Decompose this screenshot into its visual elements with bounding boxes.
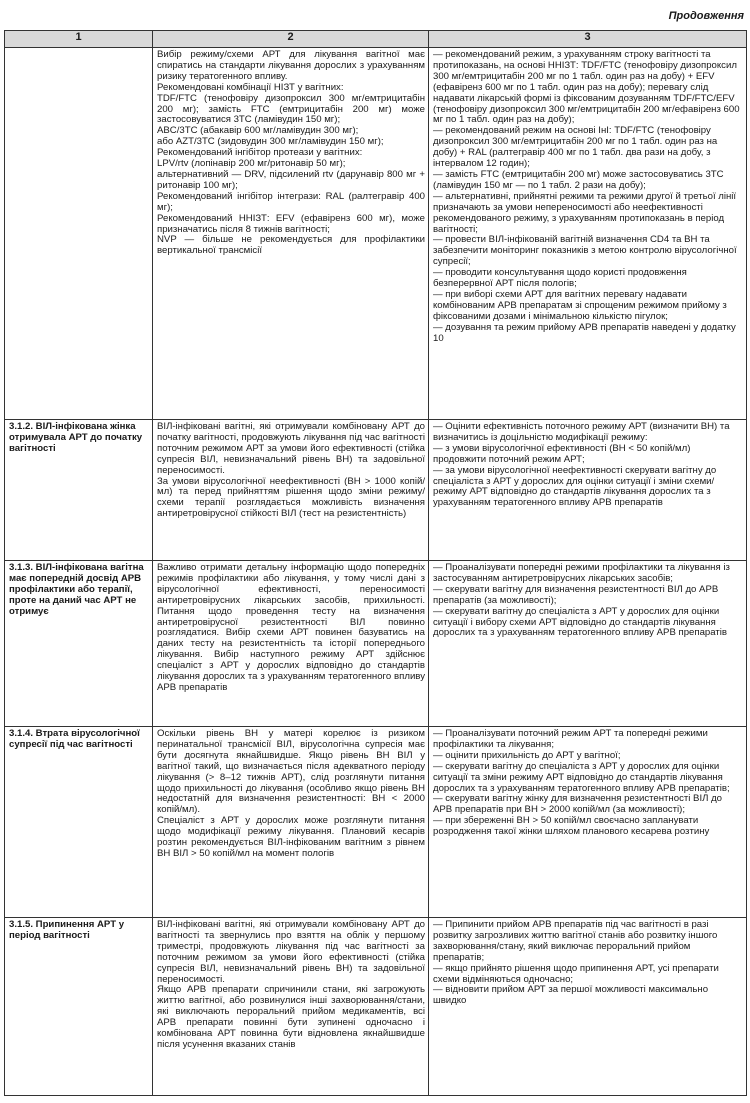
action-item: — оцінити прихильність до АРТ у вагітної; <box>433 749 621 761</box>
recommendation-cell <box>153 420 429 561</box>
action-cell <box>429 561 747 727</box>
recommendation-paragraph: Якщо АРВ препарати спричинили стани, які загрожують життю вагітної, або розвинулися інші захворювання/стани, які виключають пероральний прийом медикаментів, всі АРВ препарати повинні бути зупинені одночасно і комбінована АРТ повинна бути відновлена якнайшвидше після усунення вказаних станів <box>157 984 425 1050</box>
continued-label: Продовження <box>668 10 744 22</box>
header-col-1: 1 <box>5 31 153 48</box>
action-cell <box>429 48 747 420</box>
table-row <box>5 561 747 727</box>
row-title: 3.1.5. Припинення АРТ у період вагітності <box>5 918 153 1096</box>
action-item: — Припинити прийом АРВ препаратів під час вагітності в разі розвитку загрозливих життю вагітної станів або розвитку іншого захворювання/стану, який виключає пероральний прийом препаратів; <box>433 919 718 963</box>
action-item: — проводити консультування щодо користі продовження безперервної АРТ після пологів; <box>433 267 687 290</box>
row-title <box>5 48 153 420</box>
recommendation-paragraph: Рекомендований ННІЗТ: EFV (ефавіренз 600 мг), може призначатись після 8 тижнів вагітності; <box>157 212 425 235</box>
action-item: — якщо прийнято рішення щодо припинення АРТ, усі препарати схеми відміняються одночасно; <box>433 962 719 985</box>
header-col-3: 3 <box>429 31 747 48</box>
action-item: — замість FTC (емтрицитабін 200 мг) може застосовуватись 3TC (ламівудин 150 мг — по 1 табл. 2 рази на добу); <box>433 168 724 191</box>
table-row <box>5 727 747 918</box>
protocol-table <box>4 30 747 1096</box>
action-item: — рекомендований режим на основі ІнІ: TDF/FTC (тенофовіру дизопроксил 300 мг/емтрицитабін 200 мг по 1 табл. один раз на добу) + RAL (ралтегравір 400 мг по 1 табл. два рази на добу, з інтервалом 12 годин); <box>433 125 718 170</box>
recommendation-cell <box>153 727 429 918</box>
action-cell <box>429 420 747 561</box>
action-item: — скерувати вагітну для визначення резистентності ВІЛ до АРВ препаратів (за можливості); <box>433 583 719 606</box>
action-cell <box>429 727 747 918</box>
table-row <box>5 918 747 1096</box>
action-item: — Проаналізувати поточний режим АРТ та попередні режими профілактики та лікування; <box>433 728 708 750</box>
action-item: — Проаналізувати попередні режими профілактики та лікування із застосуванням антиретровірусних лікарських засобів; <box>433 562 730 584</box>
row-title: 3.1.4. Втрата вірусологічної супресії під час вагітності <box>5 727 153 918</box>
action-item: — провести ВІЛ-інфікованій вагітній визначення CD4 та ВН та забезпечити моніторинг показників з метою контролю вірусологічної супресії; <box>433 234 737 268</box>
action-item: — Оцінити ефективність поточного режиму АРТ (визначити ВН) та визначитись із доцільністю модифікації режиму: <box>433 421 730 443</box>
recommendation-paragraph: альтернативний — DRV, підсилений rtv (дарунавір 800 мг + ритонавір 100 мг); <box>157 168 425 191</box>
action-item: — з умови вірусологічної ефективності (ВН < 50 копій/мл) продовжити поточний режим АРТ; <box>433 442 691 465</box>
table-row <box>5 420 747 561</box>
recommendation-paragraph: Рекомендований інгібітор протеази у вагітних: <box>157 147 363 159</box>
action-cell <box>429 918 747 1096</box>
action-item: — скерувати вагітну до спеціаліста з АРТ у дорослих для оцінки ситуації і вибору схеми АРТ відповідно до стандартів лікування дорослих та з урахуванням тератогенного впливу АРВ препаратів <box>433 605 727 639</box>
action-item: — відновити прийом АРТ за першої можливості максимально швидко <box>433 984 709 1007</box>
row-title: 3.1.3. ВІЛ-інфікована вагітна має попередній досвід АРВ профілактики або терапії, проте на даний час АРТ не отримує <box>5 561 153 727</box>
recommendation-paragraph: TDF/FTC (тенофовіру дизопроксил 300 мг/емтрицитабін 200 мг); замість FTC (емтрицитабін 200 мг) може застосовуватися 3TC (ламівудин 150 мг); <box>157 92 425 126</box>
recommendation-paragraph: Вибір режиму/схеми АРТ для лікування вагітної має спиратись на стандарти лікування дорослих з урахуванням ризику тератогенного впливу. <box>157 49 425 82</box>
recommendation-paragraph: Рекомендований інгібітор інтегрази: RAL (ралтегравір 400 мг); <box>157 190 425 213</box>
recommendation-paragraph: Спеціаліст з АРТ у дорослих може розглянути питання щодо модифікації режиму лікування. Плановий кесарів розтин рекомендується ВІЛ-інфікованим вагітним з рівнем ВН ВІЛ > 50 копій/мл на момент пологів <box>157 815 425 859</box>
recommendation-paragraph: ABC/3TC (абакавір 600 мг/ламівудин 300 мг); <box>157 125 359 137</box>
recommendation-paragraph: Рекомендовані комбінації НІЗТ у вагітних: <box>157 81 344 93</box>
recommendation-cell <box>153 48 429 420</box>
action-item: — дозування та режим прийому АРВ препаратів наведені у додатку 10 <box>433 321 736 344</box>
action-item: — при збереженні ВН > 50 копій/мл своєчасно запланувати розродження такої жінки шляхом планового кесарева розтину <box>433 815 710 838</box>
recommendation-paragraph: або AZT/3TC (зидовудин 300 мг/ламівудин 150 мг); <box>157 136 384 148</box>
recommendation-paragraph: Важливо отримати детальну інформацію щодо попередніх режимів профілактики або лікування, у тому числі дані з вірусологічної ефективності, переносимості антиретровірусних лікарських засобів, прихильності. Питання щодо проведення тесту на визначення антиретровірусної резистентності ВІЛ повинно розглядатися. Вибір схеми АРТ повинен базуватись на даних тесту на резистентність та історії попереднього лікування. Вибір наступного режиму АРТ здійснює спеціаліст з АРТ у дорослих відповідно до стандартів лікування дорослих та з урахуванням тератогенного впливу АРВ препаратів <box>157 562 425 693</box>
action-item: — скерувати вагітну до спеціаліста з АРТ у дорослих для оцінки ситуації та зміни режиму АРТ відповідно до стандартів лікування дорослих та з урахуванням тератогенного впливу АРВ препаратів; <box>433 760 730 794</box>
header-col-2: 2 <box>153 31 429 48</box>
row-title: 3.1.2. ВІЛ-інфікована жінка отримувала АРТ до початку вагітності <box>5 420 153 561</box>
recommendation-paragraph: Оскільки рівень ВН у матері корелює із ризиком перинатальної трансмісії ВІЛ, вірусологічна супресія має бути досягнута якнайшвидше. Якщо рівень ВН ВІЛ у вагітної такий, що визначається після адекватного періоду лікування (> 8–12 тижнів АРТ), слід розглянути питання щодо прихильності до лікування (особливо якщо рівень ВН недостатній для визначення резистентності: ВН < 2000 копій/мл). <box>157 728 425 816</box>
table-row <box>5 48 747 420</box>
action-item: — за умови вірусологічної неефективності скерувати вагітну до спеціаліста з АРТ у дорослих для оцінки ситуації і зміни схеми/режиму АРТ відповідно до стандартів лікування дорослих та з урахуванням тератогенного впливу АРВ препаратів <box>433 464 717 509</box>
recommendation-paragraph: LPV/rtv (лопінавір 200 мг/ритонавір 50 мг); <box>157 158 346 170</box>
recommendation-paragraph: За умови вірусологічної неефективності (ВН > 1000 копій/мл) та перед прийняттям рішення щодо зміни режиму/схеми терапії розглядається можливість визначення антиретровірусної стійкості ВІЛ (тест на резистентність) <box>157 475 425 520</box>
action-item: — скерувати вагітну жінку для визначення резистентності ВІЛ до АРВ препаратів при ВН > 2000 копій/мл (за можливості); <box>433 793 723 816</box>
action-item: — альтернативні, прийнятні режими та режими другої й третьої лінії призначають за умови непереносимості або неефективності рекомендованого режиму, з урахуванням протипоказань в період вагітності; <box>433 190 737 235</box>
action-item: — при виборі схеми АРТ для вагітних перевагу надавати комбінованим АРВ препаратам зі спрощеним режимом прийому з фіксованими дозами і мінімальною кількістю пігулок; <box>433 288 727 322</box>
recommendation-paragraph: ВІЛ-інфіковані вагітні, які отримували комбіновану АРТ до вагітності та звернулись про взяття на облік у першому триместрі, продовжують лікування під час вагітності за поточним режимом за умови його ефективності (стійка супресія ВІЛ, невизначальний рівень ВН) та задовільної переносимості. <box>157 919 425 985</box>
recommendation-cell <box>153 918 429 1096</box>
header-row <box>5 31 747 48</box>
recommendation-paragraph: NVP — більше не рекомендується для профілактики вертикальної трансмісії <box>157 234 425 257</box>
recommendation-paragraph: ВІЛ-інфіковані вагітні, які отримували комбіновану АРТ до початку вагітності, продовжують лікування під час вагітності поточним режимом АРТ за умови його ефективності (стійка супресія ВІЛ, невизначальний рівень ВН) та задовільної переносимості. <box>157 421 425 476</box>
action-item: — рекомендований режим, з урахуванням строку вагітності та протипоказань, на основі ННІЗТ: TDF/FTC (тенофовіру дизопроксил 300 мг/емтрицитабін 200 мг по 1 табл. один раз на добу) + EFV (ефавіренз 600 мг по 1 табл. один раз на добу); перевагу слід надавати лікарській формі із фіксованим дозуванням TDF/FTC/EFV (тенофовіру дизопроксил 300 мг/емтрицитабін 200 мг/ефавіренз 600 мг по 1 табл. один раз на добу); <box>433 49 740 126</box>
recommendation-cell <box>153 561 429 727</box>
